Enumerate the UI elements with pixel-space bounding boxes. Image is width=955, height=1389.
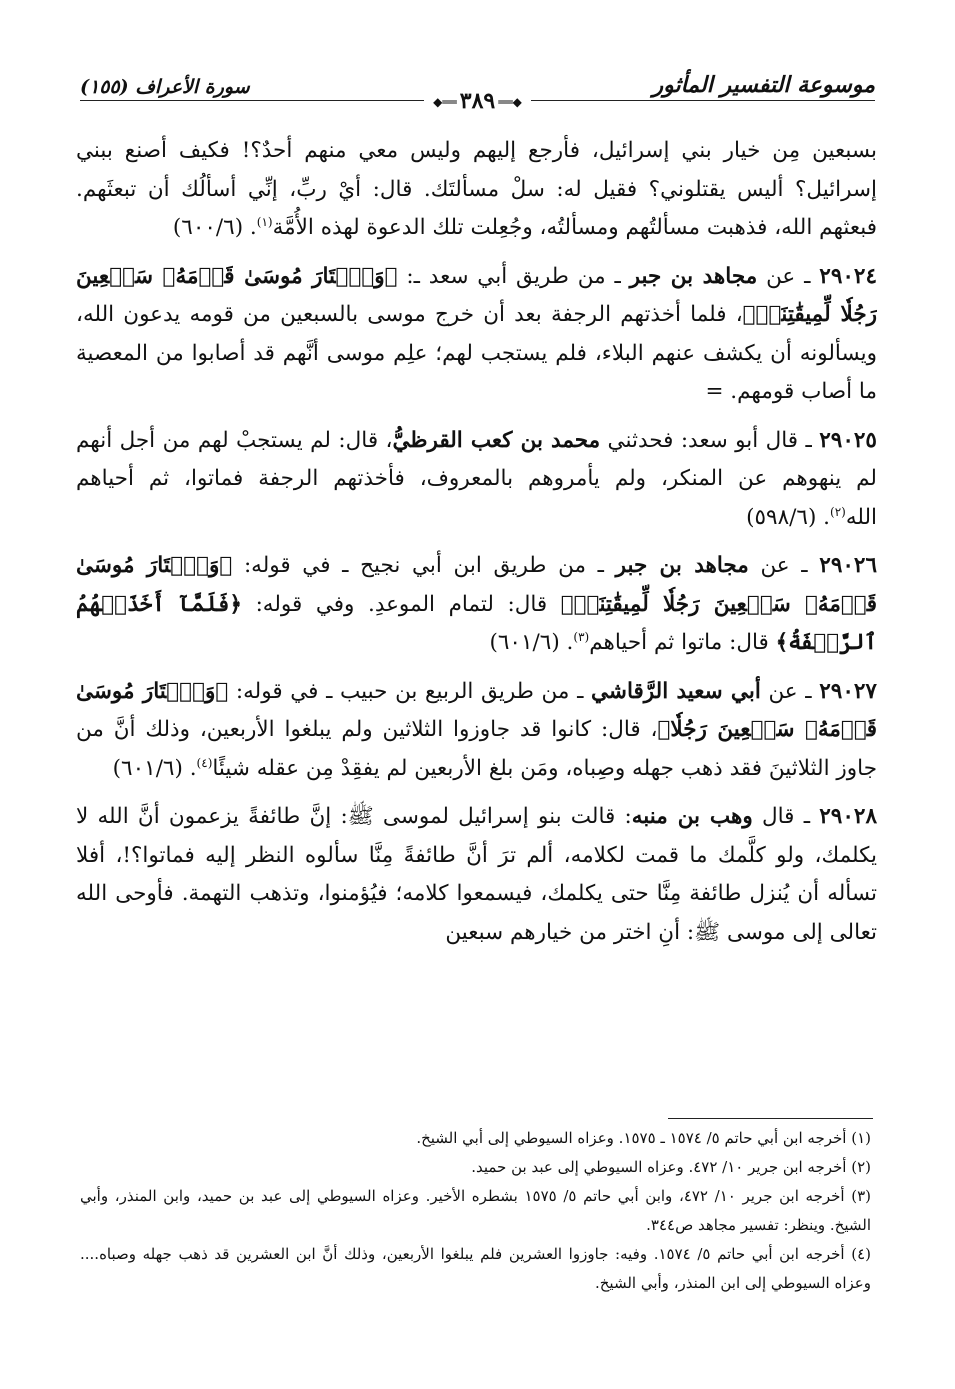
narrator-name: مجاهد بن جبر (629, 263, 758, 289)
narration-number: ٢٩٠٢٦ (819, 553, 877, 578)
narration-intro: ـ قال (752, 804, 820, 829)
volume-reference: . (٥٩٨/٦) (746, 504, 830, 530)
main-text (76, 132, 877, 1102)
narration-29026 (76, 547, 877, 663)
volume-reference: . (٦٠١/٦) (489, 630, 574, 655)
narrator-name: محمد بن كعب القرظيُّ (392, 427, 601, 453)
paragraph-text: ، قال: لم يستجبْ لهم من أجل أنهم لم ينهوهم عن المنكر، ولم يأمروهم بالمعروف، فأخذتهم الرجفة فماتوا، ثم أحياهم الله (76, 427, 877, 530)
volume-reference: . (٦٠١/٦) (112, 755, 197, 781)
chain-text: ـ من طريق الربيع بن حبيب ـ في قوله: (228, 678, 592, 704)
narration-number: ٢٩٠٢٤ (819, 263, 877, 289)
footnote-marker: (١) (256, 214, 273, 229)
footnote-4: (٤) أخرجه ابن أبي حاتم ٥/ ١٥٧٤. وفيه: جاوزوا العشرين فلم يبلغوا الأربعين، وذلك أنَّ ابن العشرين قد ذهب جهله وصباه.... وعزاه السيوطي إلى ابن المنذر، وأبي الشيخ. (80, 1245, 871, 1292)
narration-29027 (76, 673, 877, 789)
paragraph-text: بسبعين مِن خيار بني إسرائيل، فأرجع إليهم وليس معي منهم أحدٌ؟! فكيف أصنع ببني إسرائيل؟ أليس يقتلوني؟ فقيل له: سلْ مسألتَك. قال: أيْ ربِّ، إنِّي أسألُك أن تبعثَهم. فبعثهم الله، فذهبت مسألتُهم ومسألتُه، وجُعِلت تلك الدعوة لهذه الأُمَّة (76, 138, 877, 240)
chain-text: ـ من طريق ابن أبي نجيح ـ في قوله: (232, 553, 616, 578)
footnote-divider (668, 1118, 873, 1119)
narration-intro: ـ عن (757, 263, 820, 289)
quran-verse: ﴿وَٱخۡتَارَ مُوسَىٰ قَوۡمَهُۥ سَبۡعِينَ رَجُلٗا لِّمِيقَٰتِنَاۖ﴾ (76, 553, 877, 617)
book-title: موسوعة التفسير المأثور (652, 72, 875, 98)
footnote-1: (١) أخرجه ابن أبي حاتم ٥/ ١٥٧٤ ـ ١٥٧٥. وعزاه السيوطي إلى أبي الشيخ. (416, 1129, 871, 1147)
narration-29028 (76, 798, 877, 952)
volume-reference: . (٦٠٠/٦) (172, 215, 257, 240)
page-number: ٣٨٩ (459, 88, 496, 114)
footnote-marker: (٢) (830, 504, 846, 519)
page-header (80, 62, 875, 126)
quran-verse: ﴿وَٱخۡتَارَ مُوسَىٰ قَوۡمَهُۥ سَبۡعِينَ رَجُلٗا﴾ (76, 678, 877, 742)
chain-text: ـ من طريق أبي سعد ـ: (397, 263, 630, 289)
narration-number: ٢٩٠٢٥ (819, 427, 877, 453)
narration-intro: ـ قال أبو سعد: فحدثني (600, 427, 820, 453)
footnotes (80, 1124, 871, 1324)
surah-title: سورة الأعراف (١٥٥) (80, 76, 250, 98)
narration-intro: ـ عن (748, 553, 820, 578)
paragraph-text: ، قال: كانوا قد جاوزوا الثلاثين ولم يبلغوا الأربعين، وذلك أنَّ من جاوز الثلاثينَ فقد ذهب جهله وصِباه، ومَن بلغ الأربعين لم يفقِدْ مِن عقله شيئًا (76, 717, 877, 781)
page-number-box (424, 88, 531, 114)
narration-number: ٢٩٠٢٨ (819, 804, 877, 829)
narrator-name: أبي سعيد الرَّقاشي (591, 678, 761, 704)
page-number-wrap (80, 88, 875, 114)
footnote-marker: (٤) (196, 755, 213, 770)
narration-number: ٢٩٠٢٧ (819, 678, 877, 704)
narration-29024 (76, 258, 877, 412)
narrator-name: وهب بن منبه (631, 804, 753, 829)
narration-intro: ـ عن (760, 678, 820, 704)
paragraph-text-second: قال: ماتوا ثم أحياهم (589, 630, 776, 655)
narration-29025 (76, 422, 877, 538)
paragraph-text: قال: لتمام الموعدِ. وفي قوله: (242, 591, 561, 617)
ornament-left-icon: ◆══ (498, 95, 522, 109)
paragraph-text: : قالت بنو إسرائيل لموسى ﷺ: إنَّ طائفةً يزعمون أنَّ الله لا يكلمك، ولو كلَّمك ما قمت لكلامه، ألم ترَ أنَّ طائفةً مِنَّا سألوه النظر إليه فماتوا؟!، أفلا تسأله أن يُنزل طائفة مِنَّا حتى يكلمك، فيسمعوا كلامه؛ فيُؤمنوا، وتذهب التهمة. فأوحى الله تعالى إلى موسى ﷺ: أنِ اختر من خيارهم سبعين (76, 804, 877, 945)
paragraph-text: ، فلما أخذتهم الرجفة بعد أن خرج موسى بالسبعين من قومه يدعون الله، ويسألونه أن يكشف عنهم البلاء، فلم يستجب لهم؛ علِم موسى أنَّهم قد أصابوا من المعصية ما أصاب قومهم. = (76, 302, 877, 404)
quran-verse: ﴿وَٱخۡتَارَ مُوسَىٰ قَوۡمَهُۥ سَبۡعِينَ رَجُلٗا لِّمِيقَٰتِنَاۖ﴾ (76, 263, 877, 327)
paragraph-continuation (76, 132, 877, 248)
ornament-right-icon: ══◆ (433, 95, 457, 109)
quran-verse-second: ﴿فَلَمَّآ أَخَذَتۡهُمُ ٱلرَّجۡفَةُ﴾ (76, 591, 877, 655)
footnote-2: (٢) أخرجه ابن جرير ١٠/ ٤٧٢. وعزاه السيوطي إلى عبد بن حميد. (471, 1158, 871, 1176)
narrator-name: مجاهد بن جبر (615, 553, 749, 578)
footnote-3: (٣) أخرجه ابن جرير ١٠/ ٤٧٢، وابن أبي حاتم ٥/ ١٥٧٥ بشطره الأخير. وعزاه السيوطي إلى عبد بن حميد، وابن المنذر، وأبي الشيخ. وينظر: تفسير مجاهد ص٣٤٤. (80, 1187, 871, 1234)
footnote-marker: (٣) (573, 629, 590, 644)
